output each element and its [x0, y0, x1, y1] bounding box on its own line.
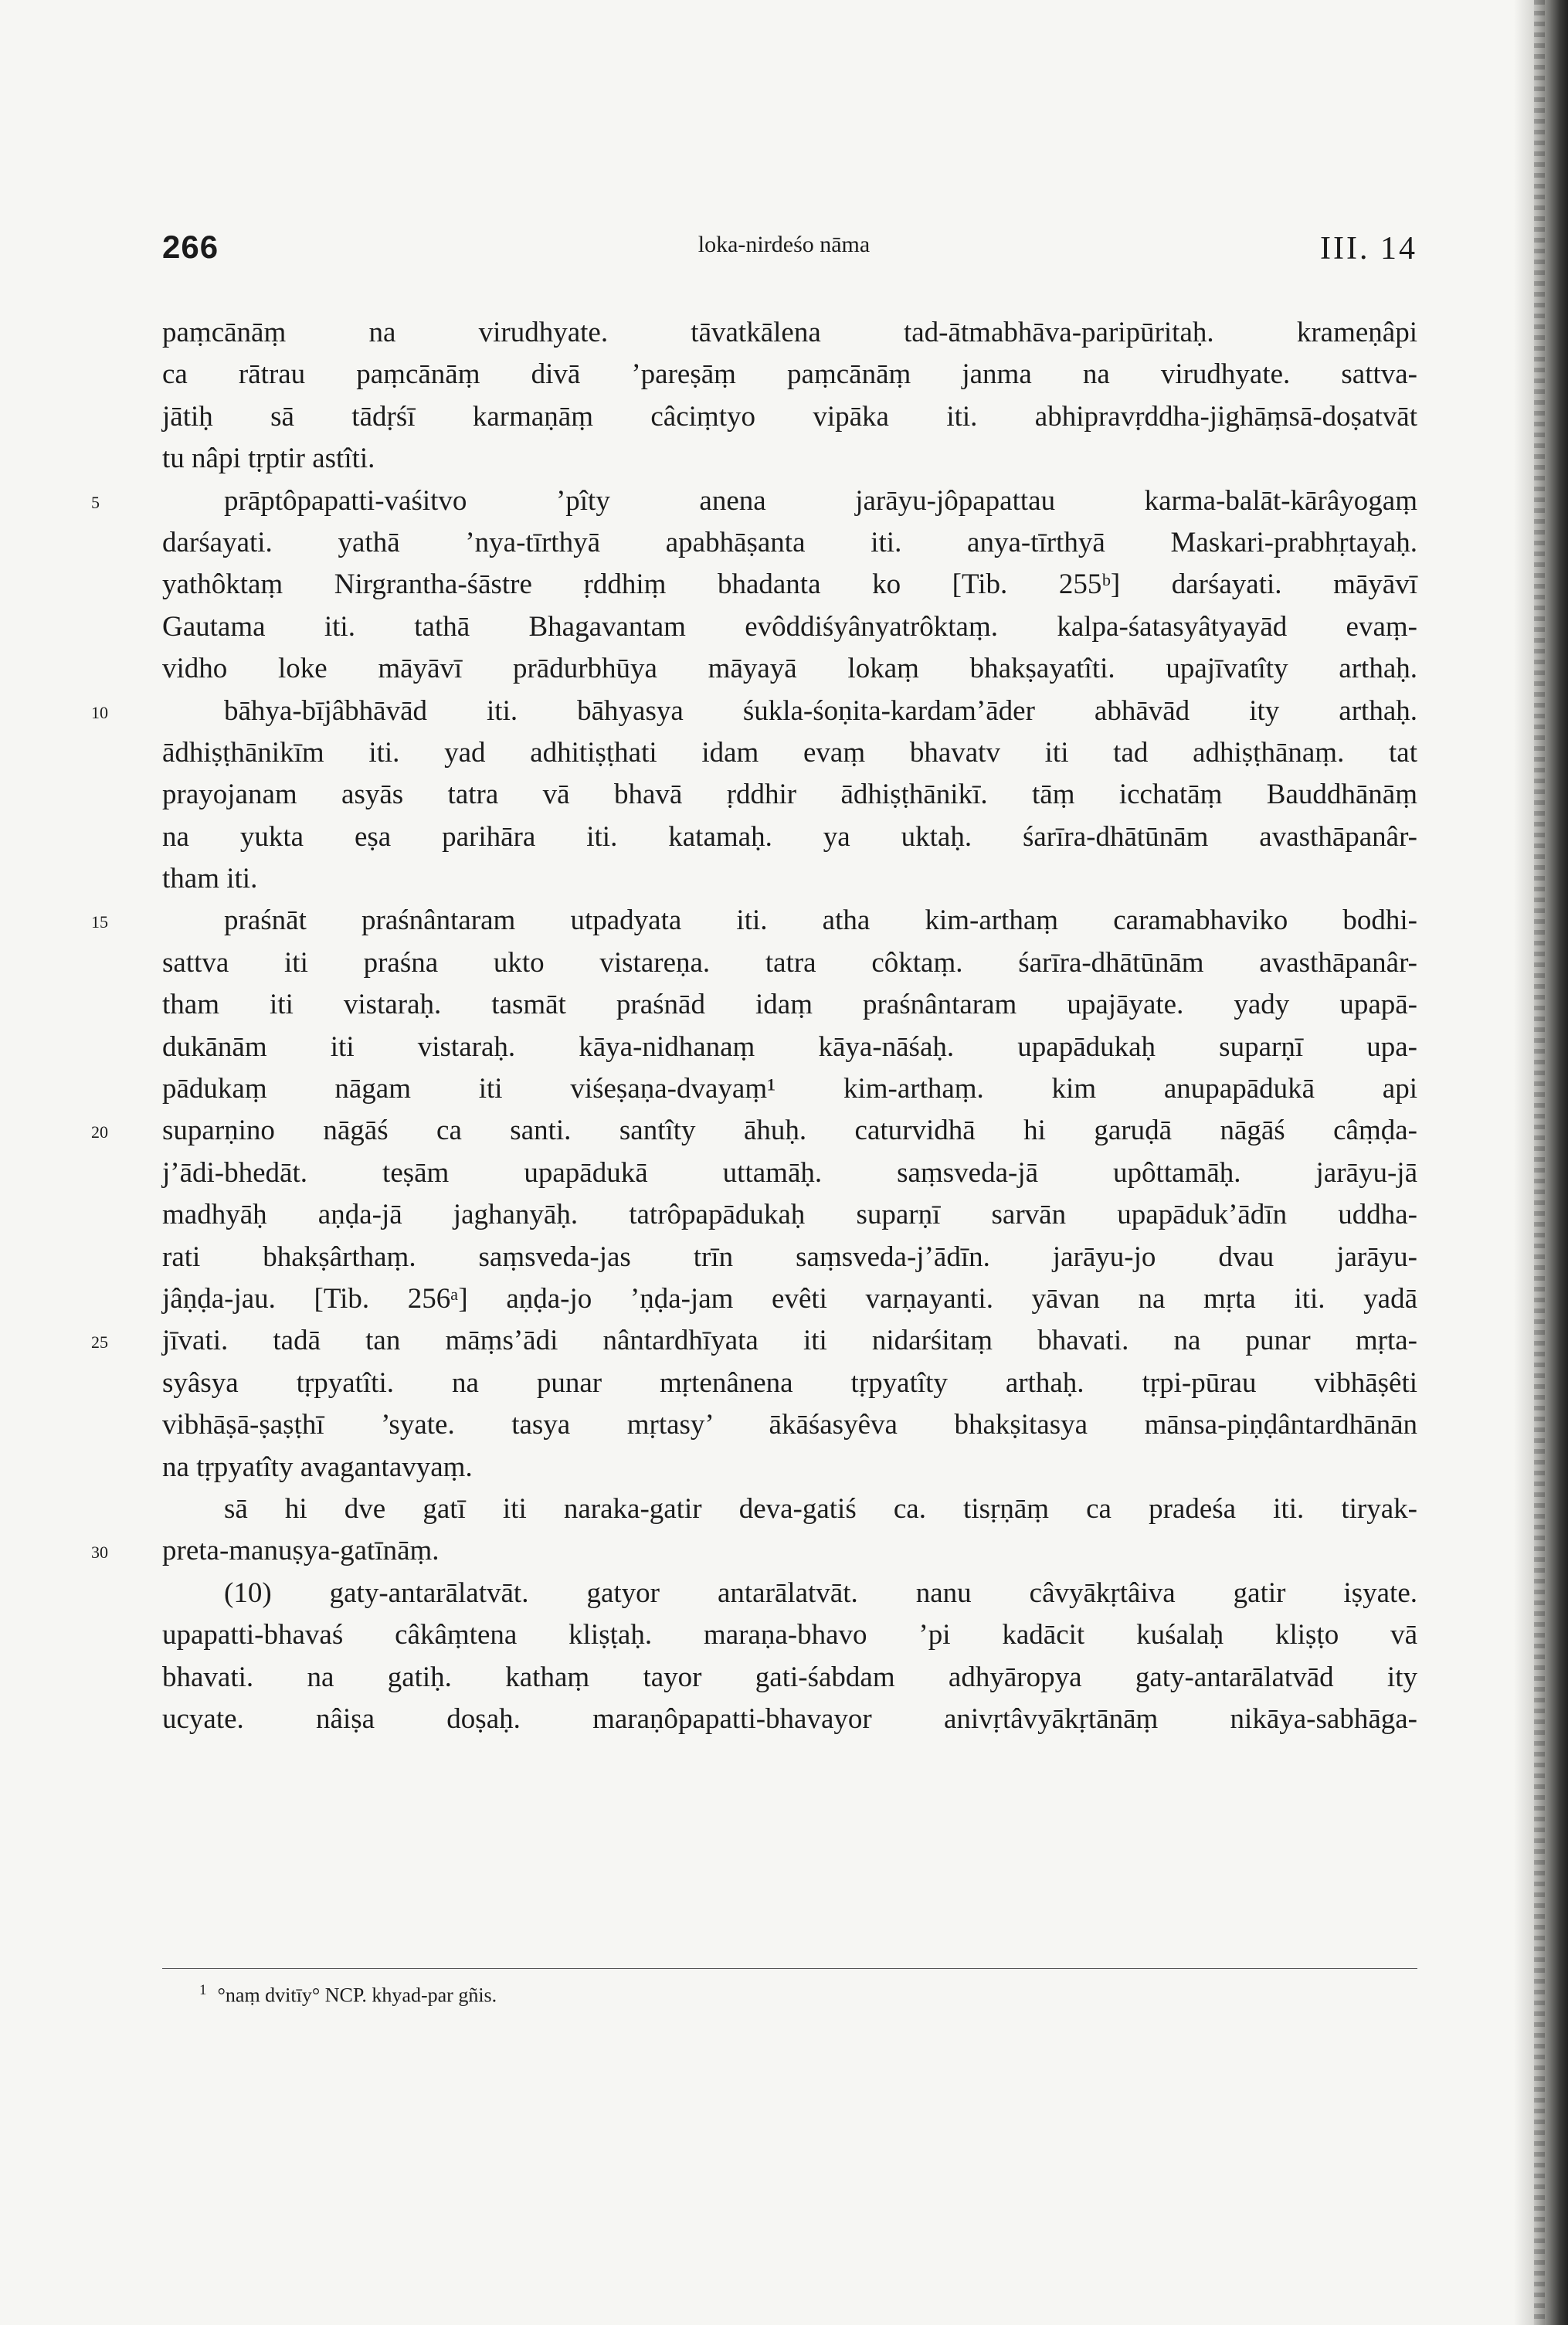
body-text: [91, 312, 1417, 1740]
text-line: [162, 1278, 1417, 1320]
text-line: [162, 1152, 1417, 1194]
text-line: [162, 396, 1417, 438]
line-text: prāptôpapatti-vaśitvo ’pîty anena jarāyu-jôpapattau karma-balāt-kārâyogaṃ: [224, 484, 1417, 517]
line-text: na tṛpyatîty avagantavyaṃ.: [162, 1451, 473, 1483]
line-text: jâṇḍa-jau. [Tib. 256ᵃ] aṇḍa-jo ’ṇḍa-jam evêti varṇayanti. yāvan na mṛta iti. yadā: [162, 1282, 1417, 1315]
line-number: 10: [91, 702, 108, 722]
line-text: prayojanam asyās tatra vā bhavā ṛddhir ādhiṣṭhānikī. tāṃ icchatāṃ Bauddhānāṃ: [162, 779, 1417, 811]
text-line: [162, 354, 1417, 395]
line-text: ca rātrau paṃcānāṃ divā ’pareṣāṃ paṃcānāṃ janma na virudhyate. sattva-: [162, 358, 1417, 391]
running-title: loka-nirdeśo nāma: [697, 232, 871, 257]
footnote-divider: [162, 1968, 1417, 1969]
line-text: bhavati. na gatiḥ. kathaṃ tayor gati-śabdam adhyāropya gaty-antarālatvād ity: [162, 1661, 1417, 1693]
text-line: [162, 1447, 1417, 1488]
line-text: sā hi dve gatī iti naraka-gatir deva-gatiś ca. tisṛṇāṃ ca pradeśa iti. tiryak-: [224, 1492, 1417, 1525]
text-line: [91, 691, 1417, 732]
footnote: [199, 1982, 497, 2008]
text-line: [162, 1657, 1417, 1699]
binding-shadow: [1534, 0, 1545, 2325]
page-header: [0, 229, 1568, 275]
line-text: tham iti vistaraḥ. tasmāt praśnād idaṃ praśnântaram upajāyate. yady upapā-: [162, 989, 1417, 1021]
line-text: preta-manuṣya-gatīnāṃ.: [162, 1535, 440, 1567]
text-line: [162, 1614, 1417, 1656]
text-line: [162, 774, 1417, 816]
text-line: [91, 900, 1417, 942]
text-line: [162, 1573, 1417, 1614]
text-line: [162, 942, 1417, 984]
line-text: bāhya-bījâbhāvād iti. bāhyasya śukla-śoṇita-kardam’āder abhāvād ity arthaḥ.: [224, 694, 1417, 727]
text-line: [162, 564, 1417, 606]
line-text: yathôktaṃ Nirgrantha-śāstre ṛddhiṃ bhadanta ko [Tib. 255ᵇ] darśayati. māyāvī: [162, 569, 1417, 601]
line-text: dukānām iti vistaraḥ. kāya-nidhanaṃ kāya-nāśaḥ. upapādukaḥ suparṇī upa-: [162, 1030, 1417, 1063]
footnote-text: °naṃ dvitīy° NCP. khyad-par gñis.: [217, 1984, 497, 2007]
line-text: jātiḥ sā tādṛśī karmaṇāṃ câciṃtyo vipāka iti. abhipravṛddha-jighāṃsā-doṣatvāt: [162, 400, 1417, 433]
line-text: sattva iti praśna ukto vistareṇa. tatra côktaṃ. śarīra-dhātūnām avasthāpanâr-: [162, 946, 1417, 979]
line-text: upapatti-bhavaś câkâṃtena kliṣṭaḥ. maraṇa-bhavo ’pi kadācit kuśalaḥ kliṣṭo vā: [162, 1619, 1417, 1651]
line-text: jīvati. tadā tan māṃs’ādi nântardhīyata iti nidarśitaṃ bhavati. na punar mṛta-: [162, 1325, 1417, 1357]
text-line: [91, 1320, 1417, 1362]
line-number: 25: [91, 1332, 108, 1353]
line-text: j’ādi-bhedāt. teṣām upapādukā uttamāḥ. saṃsveda-jā upôttamāḥ. jarāyu-jā: [162, 1156, 1417, 1189]
line-text: vidho loke māyāvī prādurbhūya māyayā lokaṃ bhakṣayatîti. upajīvatîty arthaḥ.: [162, 653, 1417, 685]
line-text: tham iti.: [162, 863, 258, 895]
line-number: 20: [91, 1122, 108, 1142]
text-line: [162, 1488, 1417, 1530]
line-number: 30: [91, 1543, 108, 1563]
text-line: [162, 312, 1417, 354]
line-text: tu nâpi tṛptir astîti.: [162, 443, 375, 475]
text-line: [162, 1404, 1417, 1446]
line-number: 15: [91, 912, 108, 932]
line-text: suparṇino nāgāś ca santi. santîty āhuḥ. caturvidhā hi garuḍā nāgāś câṃḍa-: [162, 1115, 1417, 1147]
text-line: [162, 606, 1417, 648]
text-line: [162, 984, 1417, 1026]
line-text: Gautama iti. tathā Bhagavantam evôddiśyânyatrôktaṃ. kalpa-śatasyâtyayād evaṃ-: [162, 610, 1417, 643]
text-line: [91, 480, 1417, 522]
text-line: [162, 438, 1417, 480]
line-text: darśayati. yathā ’nya-tīrthyā apabhāṣanta iti. anya-tīrthyā Maskari-prabhṛtayaḥ.: [162, 526, 1417, 558]
line-text: (10) gaty-antarālatvāt. gatyor antarālatvāt. nanu câvyākṛtâiva gatir iṣyate.: [224, 1577, 1417, 1609]
line-text: praśnāt praśnântaram utpadyata iti. atha kim-arthaṃ caramabhaviko bodhi-: [224, 905, 1417, 937]
line-text: ādhiṣṭhānikīm iti. yad adhitiṣṭhati idam evaṃ bhavatv iti tad adhiṣṭhānaṃ. tat: [162, 736, 1417, 769]
text-line: [162, 816, 1417, 858]
text-line: [162, 858, 1417, 900]
line-text: syâsya tṛpyatîti. na punar mṛtenânena tṛpyatîty arthaḥ. tṛpi-pūrau vibhāṣêti: [162, 1366, 1417, 1399]
page-number: 266: [162, 229, 219, 265]
line-text: vibhāṣā-ṣaṣṭhī ’syate. tasya mṛtasy’ ākāśasyêva bhakṣitasya mānsa-piṇḍântardhānān: [162, 1409, 1417, 1441]
text-line: [162, 1699, 1417, 1740]
text-line: [162, 1194, 1417, 1236]
text-line: [91, 1530, 1417, 1572]
line-text: na yukta eṣa parihāra iti. katamaḥ. ya uktaḥ. śarīra-dhātūnām avasthāpanâr-: [162, 820, 1417, 853]
section-reference: III. 14: [1320, 231, 1417, 266]
line-text: madhyāḥ aṇḍa-jā jaghanyāḥ. tatrôpapādukaḥ suparṇī sarvān upapāduk’ādīn uddha-: [162, 1199, 1417, 1231]
text-line: [162, 1027, 1417, 1068]
line-text: rati bhakṣârthaṃ. saṃsveda-jas trīn saṃsveda-j’ādīn. jarāyu-jo dvau jarāyu-: [162, 1241, 1417, 1273]
line-text: pādukaṃ nāgam iti viśeṣaṇa-dvayaṃ¹ kim-arthaṃ. kim anupapādukā api: [162, 1073, 1417, 1105]
text-line: [162, 1237, 1417, 1278]
footnote-marker: 1: [199, 1982, 207, 1998]
text-line: [162, 1363, 1417, 1404]
text-line: [162, 648, 1417, 690]
text-line: [162, 732, 1417, 774]
text-line: [162, 522, 1417, 564]
line-text: paṃcānāṃ na virudhyate. tāvatkālena tad-ātmabhāva-paripūritaḥ. krameṇâpi: [162, 317, 1417, 348]
line-text: ucyate. nâiṣa doṣaḥ. maraṇôpapatti-bhavayor anivṛtâvyākṛtānāṃ nikāya-sabhāga-: [162, 1702, 1417, 1735]
text-line: [162, 1068, 1417, 1110]
text-line: [91, 1110, 1417, 1152]
line-number: 5: [91, 492, 100, 512]
